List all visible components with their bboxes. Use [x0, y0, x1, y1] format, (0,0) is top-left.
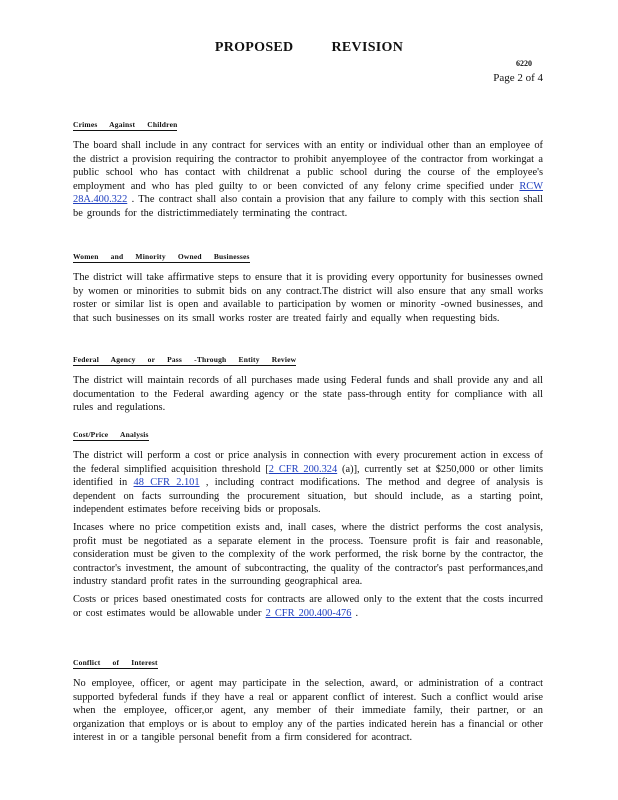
policy-number: 6220: [516, 59, 532, 68]
section-conflict-of-interest: [73, 652, 543, 749]
paragraph-text: Costs or prices based onestimated costs for contracts are allowed only to the extent that the costs incurred or cost estimates would be allowable under: [73, 593, 543, 619]
page-title: [0, 40, 618, 56]
rcw-link[interactable]: RCW 28A.400.322: [73, 180, 543, 206]
section-paragraph: [73, 139, 543, 221]
paragraph-text: , including contract modifications. The method and degree of analysis is dependent on facts surrounding the procurement situation, but should include, as a starting point, independent estimates before receiving bids or proposals.: [73, 477, 543, 516]
section-paragraph: The district will maintain records of all purchases made using Federal funds and shall provide any and all documentation to the Federal awarding agency or the state pass-through entity for compliance with all rules and regulations.: [73, 375, 543, 414]
paragraph-text: The district will perform a cost or price analysis in connection with every procurement action in excess of the federal simplified acquisition threshold [: [73, 450, 543, 475]
paragraph-text: . The contract shall also contain a provision that any failure to comply with this section shall be grounds for the districtimmediately terminating the contract.: [73, 194, 543, 219]
section-federal-agency-review: [73, 349, 543, 419]
section-heading: Women and Minority Owned Businesses: [73, 252, 250, 261]
section-cost-price-analysis: [73, 424, 543, 624]
page-number: Page 2 of 4: [493, 72, 543, 84]
section-paragraph: No employee, officer, or agent may participate in the selection, award, or administration of a contract supported byfederal funds if they have a real or apparent conflict of interest. Such a conflict would arise when the employee, officer,or agent, any member of their immediate family, their partner, or an organization that employs or is about to employ any of the parties indicated herein has a financial or other interest in or a tangible personal benefit from a firm considered for acontract.: [73, 678, 543, 744]
section-heading: Federal Agency or Pass -Through Entity Review: [73, 355, 297, 364]
section-heading: Cost/Price Analysis: [73, 430, 149, 439]
section-women-minority-businesses: [73, 246, 543, 329]
title-word-proposed: PROPOSED: [214, 40, 294, 55]
section-heading: Conflict of Interest: [73, 658, 158, 667]
paragraph-text: .: [351, 607, 359, 619]
section-paragraph: [73, 449, 543, 517]
section-heading: Crimes Against Children: [73, 120, 178, 129]
section-crimes-against-children: [73, 114, 543, 225]
cfr-48-2-101-link[interactable]: 48 CFR 2.101: [133, 477, 200, 489]
section-paragraph: The district will take affirmative steps to ensure that it is providing every opportunity for businesses owned by women or minorities to submit bids on any contract.The district will also ensure that any small works roster or similar list is open and available to participation by women or minority -owned businesses, and that such businesses on its small works roster are treated fairly and equally when requesting bids.: [73, 272, 543, 324]
section-paragraph: [73, 593, 543, 620]
paragraph-text: (a)], currently set at $250,000 or other limits identified in: [73, 463, 543, 489]
paragraph-text: The board shall include in any contract for services with an entity or individual other than an employee of the district a provision requiring the contractor to prohibit anyemployee of the contractor from workingat a public school who has contact with childrenat a public school during the course of the employee's employment and who has pled guilty to or been convicted of any felony crime specified under: [73, 140, 543, 192]
title-word-revision: REVISION: [331, 40, 404, 55]
cfr-200-400-link[interactable]: 2 CFR 200.400-476: [265, 607, 352, 619]
cfr-200-324-link[interactable]: 2 CFR 200.324: [268, 463, 338, 475]
section-paragraph: Incases where no price competition exists and, inall cases, where the district performs the cost analysis, profit must be negotiated as a separate element in the process. Toensure profit is fair and reasonable, consideration must be given to the complexity of the work performed, the risk borne by the contractor, the contractor's investment, the amount of subcontracting, the quality of the contractor's past performances,and industry standard profit rates in the surrounding geographical area.: [73, 521, 543, 588]
